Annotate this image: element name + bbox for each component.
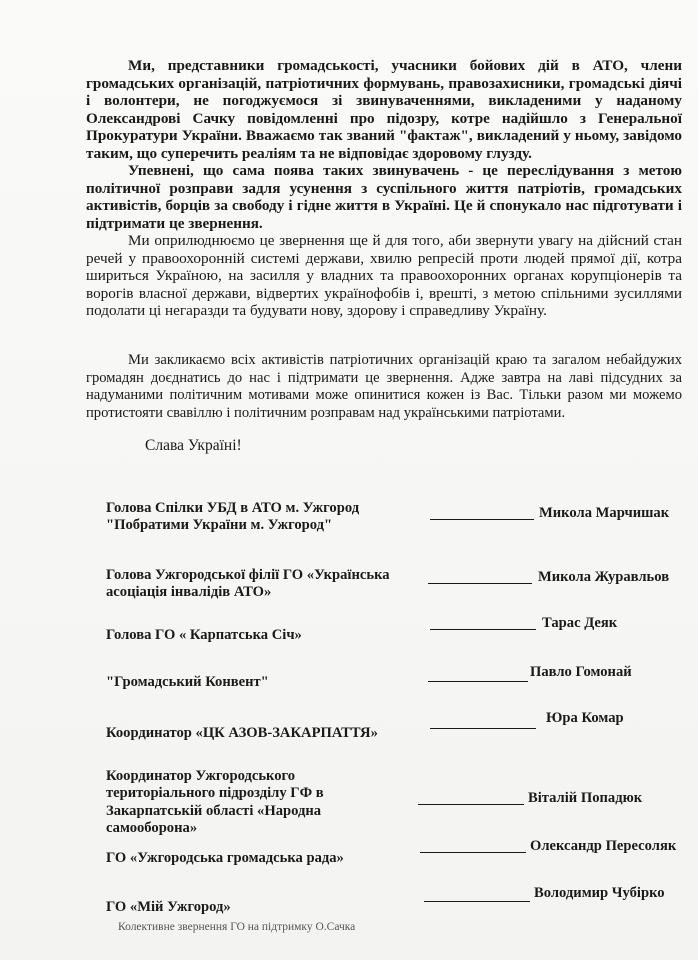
signatory-name: Олександр Пересоляк: [530, 838, 677, 854]
closing-salutation: Слава Україні!: [145, 437, 242, 454]
signature-line: [430, 728, 536, 729]
paragraph-publication: Ми оприлюднюємо це звернення ще й для того, аби звернути увагу на дійсний стан речей у правоохоронній системі держави, хвилю репресій проти людей прямої дії, котра шириться Україною, на засилля у владних та правоохоронних органах корупціонерів та ворогів власної держави, відвертих українофобів і, врешті, з метою спільними зусиллями подолати ці негаразди та будувати нову, здорову і справедливу Україну.: [86, 232, 682, 320]
signatory-title: Голова Спілки УБД в АТО м. Ужгород "Побратими України м. Ужгород": [106, 500, 360, 534]
signature-line: [428, 681, 528, 682]
document-footer: Колективне звернення ГО на підтримку О.Сачка: [118, 921, 356, 933]
paragraph-statement: Ми, представники громадськості, учасники бойових дій в АТО, члени громадських організацій, патріотичних формувань, правозахисники, громадські діячі і волонтери, не погоджуємося зі звинуваченнями, викладеними у наданому Олександрові Сачку повідомленні про підозру, котре надійшло з Генеральної Прокуратури України. Вважаємо так званий "фактаж", викладений у ньому, завідомо таким, що суперечить реаліям та не відповідає здоровому глузду.: [86, 57, 682, 162]
signatory-name: Микола Марчишак: [539, 505, 670, 521]
signatory-title: Голова Ужгородської філії ГО «Українська асоціація інвалідів АТО»: [106, 567, 390, 601]
signature-line: [430, 629, 536, 630]
signatory-title: ГО «Ужгородська громадська рада»: [106, 850, 344, 866]
signature-line: [428, 583, 532, 584]
signature-line: [420, 852, 526, 853]
signature-line: [418, 804, 524, 805]
signature-line: [430, 519, 534, 520]
signatory-name: Володимир Чубірко: [534, 885, 665, 901]
signatory-title: Голова ГО « Карпатська Січ»: [106, 627, 302, 643]
signature-line: [424, 901, 530, 902]
paragraph-conviction: Упевнені, що сама поява таких звинувачень - це переслідування з метою політичної розправи задля усунення з суспільного життя патріотів, громадських активістів, борців за свободу і гідне життя в Україні. Це й спонукало нас підготувати і підтримати це звернення.: [86, 162, 682, 232]
signatory-title: Координатор Ужгородського територіального підрозділу ГФ в Закарпатській області «Народна самооборона»: [106, 768, 324, 837]
signatory-name: Павло Гомонай: [530, 664, 632, 680]
signatory-name: Віталій Попадюк: [528, 790, 643, 806]
paragraph-appeal: Ми закликаємо всіх активістів патріотичних організацій краю та загалом небайдужих громадян доєднатись до нас і підтримати це звернення. Адже завтра на лаві підсудних за надуманими політичним мотивами може опинитися кожен із Вас. Тільки разом ми можемо протистояти свавіллю і політичним розправам над українськими патріотами.: [86, 352, 682, 421]
signatory-name: Юра Комар: [546, 710, 624, 726]
signatory-name: Тарас Деяк: [542, 615, 618, 631]
signatory-title: ГО «Мій Ужгород»: [106, 899, 231, 915]
signatory-name: Микола Журавльов: [538, 569, 670, 585]
signatory-title: "Громадський Конвент": [106, 674, 269, 690]
signatory-title: Координатор «ЦК АЗОВ-ЗАКАРПАТТЯ»: [106, 725, 378, 741]
